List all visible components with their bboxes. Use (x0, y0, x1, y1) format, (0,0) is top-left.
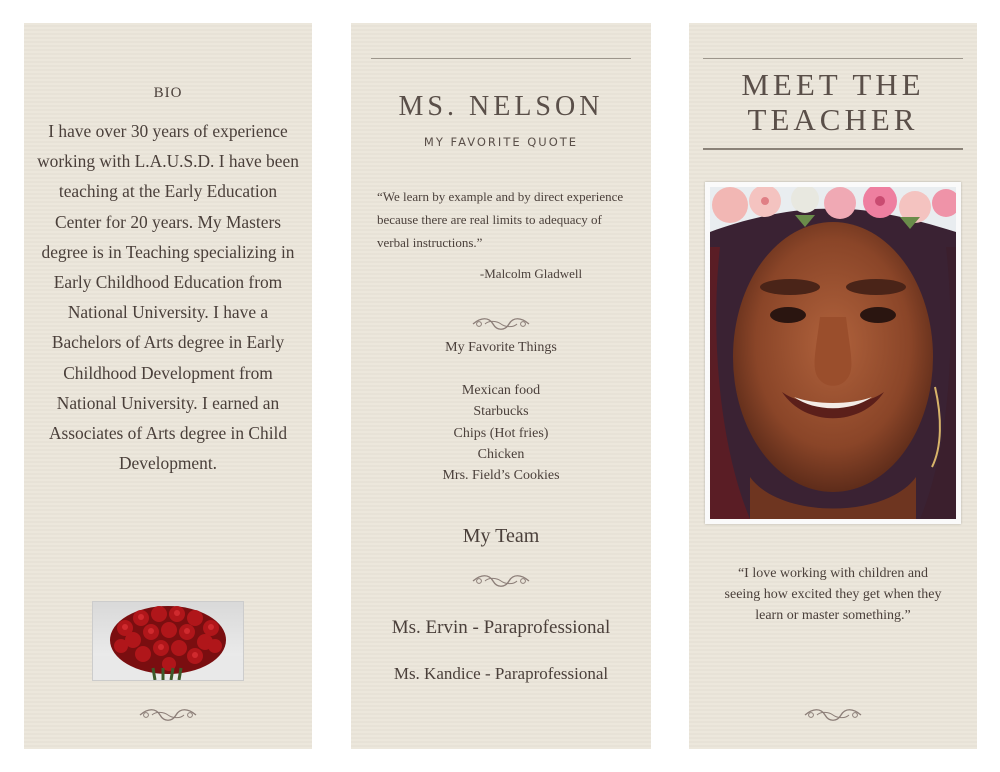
top-divider (703, 58, 963, 59)
bio-text: I have over 30 years of experience working with L.A.U.S.D. I have been teaching at the Early Education Center for 20 years. My Masters degree is in Teaching specializing in Early Childhood Education from National University. I have a Bachelors of Arts degree in Early Childhood Development from National University. I earned an Associates of Arts degree in Child Development. (37, 121, 299, 474)
list-item: Chips (Hot fries) (453, 425, 549, 441)
meet-teacher-title: MEET THE TEACHER (741, 67, 925, 137)
list-item: Starbucks (473, 404, 529, 420)
list-item: Mexican food (461, 383, 541, 398)
roses-image (92, 601, 244, 681)
favorite-quote-heading: MY FAVORITE QUOTE (423, 135, 579, 149)
quote-author: -Malcolm Gladwell (479, 266, 583, 281)
flourish-ornament-icon (471, 572, 531, 590)
middle-panel (351, 23, 651, 749)
flourish-ornament-icon (803, 706, 863, 724)
teacher-photo (710, 187, 956, 519)
teacher-photo-frame (705, 182, 961, 524)
team-heading: My Team (462, 525, 540, 547)
favorite-things-list (351, 380, 651, 486)
favorite-quote: “We learn by example and by direct experience because there are real limits to adequacy of verbal instructions.” (377, 189, 624, 250)
title-divider (703, 148, 963, 150)
list-item: Mrs. Field’s Cookies (442, 468, 560, 484)
top-divider (371, 58, 631, 59)
bio-panel (24, 23, 312, 749)
teacher-quote: “I love working with children and seeing how excited they get when they learn or master something.” (724, 566, 942, 623)
team-member-ervin: Ms. Ervin - Paraprofessional (391, 617, 611, 638)
list-item: Chicken (477, 446, 525, 462)
team-member-kandice: Ms. Kandice - Paraprofessional (393, 664, 609, 683)
favorite-things-heading: My Favorite Things (445, 340, 557, 355)
flourish-ornament-icon (471, 315, 531, 333)
meet-teacher-panel (689, 23, 977, 749)
bio-heading: BIO (153, 85, 183, 101)
teacher-name: MS. NELSON (398, 91, 604, 122)
flourish-ornament-icon (138, 706, 198, 724)
